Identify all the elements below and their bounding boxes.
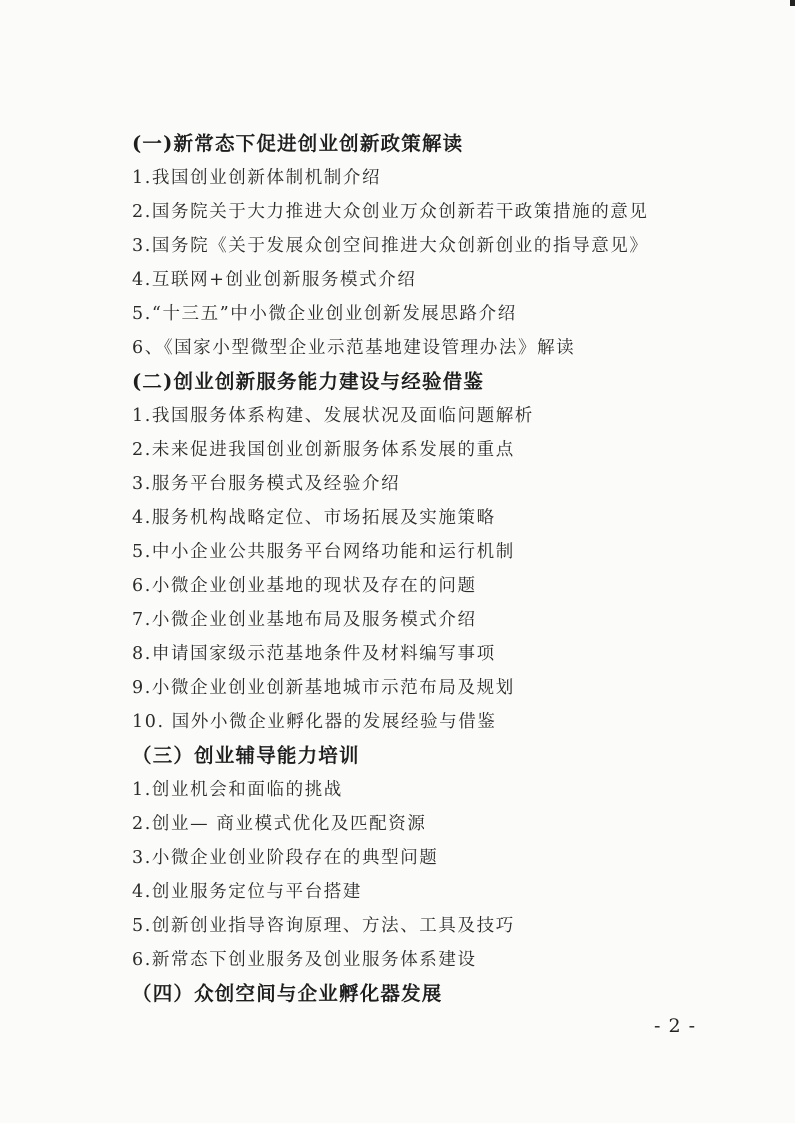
list-item: 1.我国创业创新体制机制介绍 bbox=[132, 168, 382, 188]
list-item: 5.中小企业公共服务平台网络功能和运行机制 bbox=[132, 542, 515, 562]
list-item: 1.创业机会和面临的挑战 bbox=[132, 780, 343, 800]
list-item: 6.新常态下创业服务及创业服务体系建设 bbox=[132, 950, 477, 970]
list-item: 3.国务院《关于发展众创空间推进大众创新创业的指导意见》 bbox=[132, 236, 649, 256]
list-item: 3.服务平台服务模式及经验介绍 bbox=[132, 474, 401, 494]
section-heading-4: （四）众创空间与企业孵化器发展 bbox=[132, 982, 443, 1005]
list-item: 5.创新创业指导咨询原理、方法、工具及技巧 bbox=[132, 916, 515, 936]
list-item: 1.我国服务体系构建、发展状况及面临问题解析 bbox=[132, 406, 534, 426]
section-heading-3: （三）创业辅导能力培训 bbox=[132, 744, 360, 767]
section-heading-2: (二)创业创新服务能力建设与经验借鉴 bbox=[132, 370, 485, 393]
list-item: 7.小微企业创业基地布局及服务模式介绍 bbox=[132, 610, 477, 630]
list-item: 3.小微企业创业阶段存在的典型问题 bbox=[132, 848, 439, 868]
section-heading-1: (一)新常态下促进创业创新政策解读 bbox=[132, 132, 464, 155]
scan-corner-mark bbox=[790, 0, 795, 6]
list-item: 4.互联网+创业创新服务模式介绍 bbox=[132, 270, 417, 290]
list-item: 6、《国家小型微型企业示范基地建设管理办法》解读 bbox=[132, 338, 576, 358]
list-item: 4.创业服务定位与平台搭建 bbox=[132, 882, 362, 902]
list-item: 2.创业— 商业模式优化及匹配资源 bbox=[132, 814, 427, 834]
list-item: 2.未来促进我国创业创新服务体系发展的重点 bbox=[132, 440, 515, 460]
document-body bbox=[132, 127, 752, 1011]
list-item: 10. 国外小微企业孵化器的发展经验与借鉴 bbox=[132, 712, 497, 732]
page-number: - 2 - bbox=[654, 1015, 697, 1037]
list-item: 2.国务院关于大力推进大众创业万众创新若干政策措施的意见 bbox=[132, 202, 649, 222]
list-item: 9.小微企业创业创新基地城市示范布局及规划 bbox=[132, 678, 515, 698]
list-item: 4.服务机构战略定位、市场拓展及实施策略 bbox=[132, 508, 496, 528]
list-item: 5.“十三五”中小微企业创业创新发展思路介绍 bbox=[132, 304, 517, 324]
list-item: 6.小微企业创业基地的现状及存在的问题 bbox=[132, 576, 477, 596]
list-item: 8.申请国家级示范基地条件及材料编写事项 bbox=[132, 644, 496, 664]
